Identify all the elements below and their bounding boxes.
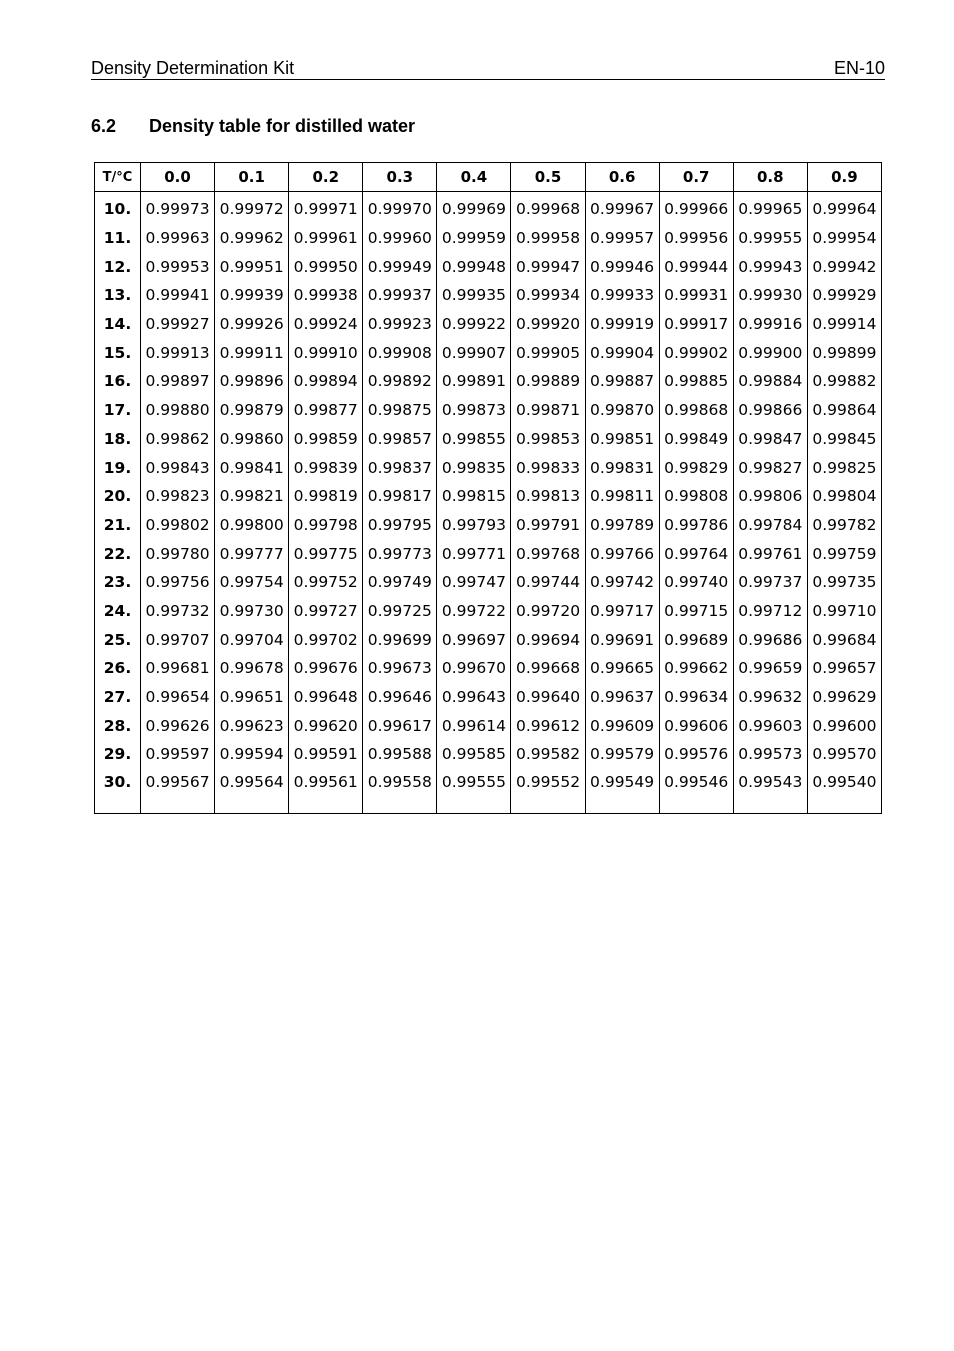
density-value-cell: 0.99735 [807,568,881,597]
table-body [95,192,882,814]
density-value-cell: 0.99564 [215,769,289,814]
density-value-cell: 0.99845 [807,425,881,454]
density-value-cell: 0.99546 [659,769,733,814]
density-value-cell: 0.99686 [733,625,807,654]
density-value-cell: 0.99967 [585,192,659,224]
density-value-cell: 0.99795 [363,511,437,540]
density-value-cell: 0.99855 [437,425,511,454]
density-value-cell: 0.99543 [733,769,807,814]
table-row [95,625,882,654]
column-header: 0.5 [511,163,585,192]
density-value-cell: 0.99949 [363,252,437,281]
density-value-cell: 0.99965 [733,192,807,224]
density-value-cell: 0.99756 [141,568,215,597]
column-header: 0.1 [215,163,289,192]
header-row [95,163,882,192]
density-value-cell: 0.99744 [511,568,585,597]
temperature-cell: 24. [95,597,141,626]
density-value-cell: 0.99676 [289,654,363,683]
density-value-cell: 0.99800 [215,511,289,540]
density-value-cell: 0.99877 [289,396,363,425]
density-value-cell: 0.99847 [733,425,807,454]
temperature-cell: 23. [95,568,141,597]
density-value-cell: 0.99922 [437,310,511,339]
density-value-cell: 0.99742 [585,568,659,597]
table-row [95,252,882,281]
table-row [95,568,882,597]
density-value-cell: 0.99916 [733,310,807,339]
density-value-cell: 0.99552 [511,769,585,814]
density-value-cell: 0.99617 [363,711,437,740]
density-value-cell: 0.99934 [511,281,585,310]
density-value-cell: 0.99804 [807,482,881,511]
density-value-cell: 0.99697 [437,625,511,654]
column-header: 0.3 [363,163,437,192]
density-value-cell: 0.99775 [289,539,363,568]
density-value-cell: 0.99730 [215,597,289,626]
density-value-cell: 0.99859 [289,425,363,454]
density-value-cell: 0.99825 [807,453,881,482]
density-value-cell: 0.99813 [511,482,585,511]
density-value-cell: 0.99654 [141,683,215,712]
density-value-cell: 0.99913 [141,338,215,367]
density-value-cell: 0.99954 [807,224,881,253]
section-number: 6.2 [91,116,117,136]
density-value-cell: 0.99843 [141,453,215,482]
section-title: Density table for distilled water [149,116,416,136]
density-value-cell: 0.99880 [141,396,215,425]
density-value-cell: 0.99914 [807,310,881,339]
density-value-cell: 0.99964 [807,192,881,224]
density-value-cell: 0.99884 [733,367,807,396]
column-header: 0.7 [659,163,733,192]
density-value-cell: 0.99862 [141,425,215,454]
density-value-cell: 0.99623 [215,711,289,740]
density-value-cell: 0.99870 [585,396,659,425]
column-header: 0.6 [585,163,659,192]
density-value-cell: 0.99827 [733,453,807,482]
density-value-cell: 0.99835 [437,453,511,482]
table-row [95,281,882,310]
column-header: 0.9 [807,163,881,192]
density-value-cell: 0.99942 [807,252,881,281]
density-value-cell: 0.99694 [511,625,585,654]
density-value-cell: 0.99938 [289,281,363,310]
density-value-cell: 0.99668 [511,654,585,683]
temperature-cell: 18. [95,425,141,454]
table-row [95,425,882,454]
density-value-cell: 0.99882 [807,367,881,396]
density-value-cell: 0.99662 [659,654,733,683]
density-value-cell: 0.99626 [141,711,215,740]
temperature-cell: 27. [95,683,141,712]
density-value-cell: 0.99784 [733,511,807,540]
density-value-cell: 0.99885 [659,367,733,396]
density-value-cell: 0.99659 [733,654,807,683]
density-value-cell: 0.99950 [289,252,363,281]
density-value-cell: 0.99892 [363,367,437,396]
density-value-cell: 0.99786 [659,511,733,540]
density-value-cell: 0.99540 [807,769,881,814]
density-value-cell: 0.99609 [585,711,659,740]
density-value-cell: 0.99600 [807,711,881,740]
table-row [95,224,882,253]
temperature-cell: 22. [95,539,141,568]
density-value-cell: 0.99908 [363,338,437,367]
density-value-cell: 0.99971 [289,192,363,224]
density-value-cell: 0.99941 [141,281,215,310]
density-value-cell: 0.99939 [215,281,289,310]
density-value-cell: 0.99873 [437,396,511,425]
density-value-cell: 0.99897 [141,367,215,396]
table-row [95,683,882,712]
table-row [95,711,882,740]
density-value-cell: 0.99634 [659,683,733,712]
density-value-cell: 0.99931 [659,281,733,310]
density-value-cell: 0.99588 [363,740,437,769]
table-row [95,338,882,367]
density-value-cell: 0.99643 [437,683,511,712]
density-value-cell: 0.99910 [289,338,363,367]
density-value-cell: 0.99900 [733,338,807,367]
density-value-cell: 0.99640 [511,683,585,712]
density-value-cell: 0.99960 [363,224,437,253]
density-value-cell: 0.99929 [807,281,881,310]
density-value-cell: 0.99591 [289,740,363,769]
density-value-cell: 0.99759 [807,539,881,568]
density-value-cell: 0.99860 [215,425,289,454]
density-value-cell: 0.99966 [659,192,733,224]
density-value-cell: 0.99802 [141,511,215,540]
density-value-cell: 0.99737 [733,568,807,597]
density-value-cell: 0.99839 [289,453,363,482]
density-value-cell: 0.99689 [659,625,733,654]
table-row [95,597,882,626]
density-value-cell: 0.99702 [289,625,363,654]
density-value-cell: 0.99823 [141,482,215,511]
density-value-cell: 0.99851 [585,425,659,454]
density-value-cell: 0.99821 [215,482,289,511]
density-value-cell: 0.99924 [289,310,363,339]
temperature-cell: 12. [95,252,141,281]
density-value-cell: 0.99606 [659,711,733,740]
density-value-cell: 0.99905 [511,338,585,367]
density-value-cell: 0.99665 [585,654,659,683]
density-value-cell: 0.99789 [585,511,659,540]
density-value-cell: 0.99871 [511,396,585,425]
temperature-cell: 19. [95,453,141,482]
density-value-cell: 0.99917 [659,310,733,339]
density-value-cell: 0.99681 [141,654,215,683]
temperature-cell: 25. [95,625,141,654]
density-value-cell: 0.99673 [363,654,437,683]
density-value-cell: 0.99958 [511,224,585,253]
density-value-cell: 0.99710 [807,597,881,626]
temperature-cell: 15. [95,338,141,367]
column-header: 0.0 [141,163,215,192]
density-value-cell: 0.99732 [141,597,215,626]
density-value-cell: 0.99902 [659,338,733,367]
density-value-cell: 0.99891 [437,367,511,396]
column-header: 0.2 [289,163,363,192]
density-value-cell: 0.99930 [733,281,807,310]
table-row [95,740,882,769]
density-value-cell: 0.99712 [733,597,807,626]
density-value-cell: 0.99973 [141,192,215,224]
density-value-cell: 0.99646 [363,683,437,712]
density-value-cell: 0.99849 [659,425,733,454]
density-value-cell: 0.99629 [807,683,881,712]
table-row [95,769,882,814]
temperature-cell: 28. [95,711,141,740]
density-value-cell: 0.99780 [141,539,215,568]
density-value-cell: 0.99632 [733,683,807,712]
density-value-cell: 0.99782 [807,511,881,540]
table-row [95,453,882,482]
density-value-cell: 0.99853 [511,425,585,454]
density-value-cell: 0.99648 [289,683,363,712]
density-value-cell: 0.99951 [215,252,289,281]
density-value-cell: 0.99815 [437,482,511,511]
density-value-cell: 0.99961 [289,224,363,253]
density-value-cell: 0.99766 [585,539,659,568]
table-row [95,511,882,540]
density-value-cell: 0.99570 [807,740,881,769]
column-header: 0.4 [437,163,511,192]
density-value-cell: 0.99791 [511,511,585,540]
temperature-cell: 14. [95,310,141,339]
table-header [95,163,882,192]
density-value-cell: 0.99923 [363,310,437,339]
density-value-cell: 0.99946 [585,252,659,281]
density-value-cell: 0.99944 [659,252,733,281]
density-value-cell: 0.99747 [437,568,511,597]
density-value-cell: 0.99808 [659,482,733,511]
density-value-cell: 0.99585 [437,740,511,769]
density-value-cell: 0.99561 [289,769,363,814]
density-value-cell: 0.99612 [511,711,585,740]
density-value-cell: 0.99597 [141,740,215,769]
density-value-cell: 0.99948 [437,252,511,281]
density-value-cell: 0.99894 [289,367,363,396]
density-value-cell: 0.99558 [363,769,437,814]
density-value-cell: 0.99549 [585,769,659,814]
density-value-cell: 0.99576 [659,740,733,769]
density-value-cell: 0.99704 [215,625,289,654]
temperature-cell: 30. [95,769,141,814]
density-value-cell: 0.99879 [215,396,289,425]
density-value-cell: 0.99579 [585,740,659,769]
density-value-cell: 0.99691 [585,625,659,654]
temperature-cell: 29. [95,740,141,769]
density-value-cell: 0.99935 [437,281,511,310]
density-value-cell: 0.99969 [437,192,511,224]
density-value-cell: 0.99582 [511,740,585,769]
section-heading [91,115,415,137]
density-value-cell: 0.99907 [437,338,511,367]
density-value-cell: 0.99678 [215,654,289,683]
column-header: 0.8 [733,163,807,192]
temperature-cell: 21. [95,511,141,540]
density-value-cell: 0.99555 [437,769,511,814]
density-value-cell: 0.99911 [215,338,289,367]
density-value-cell: 0.99811 [585,482,659,511]
density-value-cell: 0.99806 [733,482,807,511]
page-number: EN-10 [833,58,885,78]
density-value-cell: 0.99829 [659,453,733,482]
density-table [94,162,882,814]
temperature-cell: 17. [95,396,141,425]
table-row [95,192,882,224]
table-row [95,396,882,425]
density-value-cell: 0.99904 [585,338,659,367]
density-value-cell: 0.99864 [807,396,881,425]
density-value-cell: 0.99962 [215,224,289,253]
density-value-cell: 0.99857 [363,425,437,454]
density-value-cell: 0.99752 [289,568,363,597]
density-value-cell: 0.99603 [733,711,807,740]
density-value-cell: 0.99722 [437,597,511,626]
density-value-cell: 0.99754 [215,568,289,597]
density-value-cell: 0.99887 [585,367,659,396]
density-value-cell: 0.99889 [511,367,585,396]
temperature-cell: 20. [95,482,141,511]
temperature-cell: 10. [95,192,141,224]
density-value-cell: 0.99594 [215,740,289,769]
density-value-cell: 0.99777 [215,539,289,568]
density-value-cell: 0.99927 [141,310,215,339]
density-value-cell: 0.99968 [511,192,585,224]
density-value-cell: 0.99953 [141,252,215,281]
density-value-cell: 0.99970 [363,192,437,224]
density-value-cell: 0.99761 [733,539,807,568]
density-value-cell: 0.99684 [807,625,881,654]
density-value-cell: 0.99837 [363,453,437,482]
density-value-cell: 0.99720 [511,597,585,626]
density-value-cell: 0.99899 [807,338,881,367]
density-value-cell: 0.99773 [363,539,437,568]
table-row [95,654,882,683]
density-value-cell: 0.99926 [215,310,289,339]
density-value-cell: 0.99771 [437,539,511,568]
density-value-cell: 0.99841 [215,453,289,482]
density-value-cell: 0.99717 [585,597,659,626]
density-value-cell: 0.99764 [659,539,733,568]
density-value-cell: 0.99831 [585,453,659,482]
temperature-cell: 26. [95,654,141,683]
density-value-cell: 0.99798 [289,511,363,540]
density-value-cell: 0.99919 [585,310,659,339]
corner-header: T/°C [95,163,141,192]
density-value-cell: 0.99573 [733,740,807,769]
density-value-cell: 0.99947 [511,252,585,281]
temperature-cell: 16. [95,367,141,396]
temperature-cell: 11. [95,224,141,253]
density-value-cell: 0.99896 [215,367,289,396]
density-value-cell: 0.99740 [659,568,733,597]
density-value-cell: 0.99819 [289,482,363,511]
density-value-cell: 0.99972 [215,192,289,224]
density-value-cell: 0.99651 [215,683,289,712]
density-value-cell: 0.99793 [437,511,511,540]
density-value-cell: 0.99749 [363,568,437,597]
density-value-cell: 0.99670 [437,654,511,683]
density-value-cell: 0.99637 [585,683,659,712]
density-value-cell: 0.99956 [659,224,733,253]
density-value-cell: 0.99866 [733,396,807,425]
density-value-cell: 0.99768 [511,539,585,568]
density-value-cell: 0.99933 [585,281,659,310]
density-value-cell: 0.99963 [141,224,215,253]
density-value-cell: 0.99868 [659,396,733,425]
table-row [95,482,882,511]
density-value-cell: 0.99707 [141,625,215,654]
density-value-cell: 0.99620 [289,711,363,740]
density-value-cell: 0.99715 [659,597,733,626]
temperature-cell: 13. [95,281,141,310]
density-value-cell: 0.99727 [289,597,363,626]
density-value-cell: 0.99657 [807,654,881,683]
page-header [91,57,885,80]
density-value-cell: 0.99920 [511,310,585,339]
table-row [95,310,882,339]
table-row [95,367,882,396]
density-value-cell: 0.99614 [437,711,511,740]
document-title: Density Determination Kit [91,58,295,78]
density-value-cell: 0.99959 [437,224,511,253]
density-value-cell: 0.99567 [141,769,215,814]
density-value-cell: 0.99833 [511,453,585,482]
density-value-cell: 0.99699 [363,625,437,654]
density-value-cell: 0.99957 [585,224,659,253]
density-value-cell: 0.99943 [733,252,807,281]
density-value-cell: 0.99937 [363,281,437,310]
table-row [95,539,882,568]
density-value-cell: 0.99875 [363,396,437,425]
density-value-cell: 0.99817 [363,482,437,511]
density-value-cell: 0.99725 [363,597,437,626]
density-value-cell: 0.99955 [733,224,807,253]
